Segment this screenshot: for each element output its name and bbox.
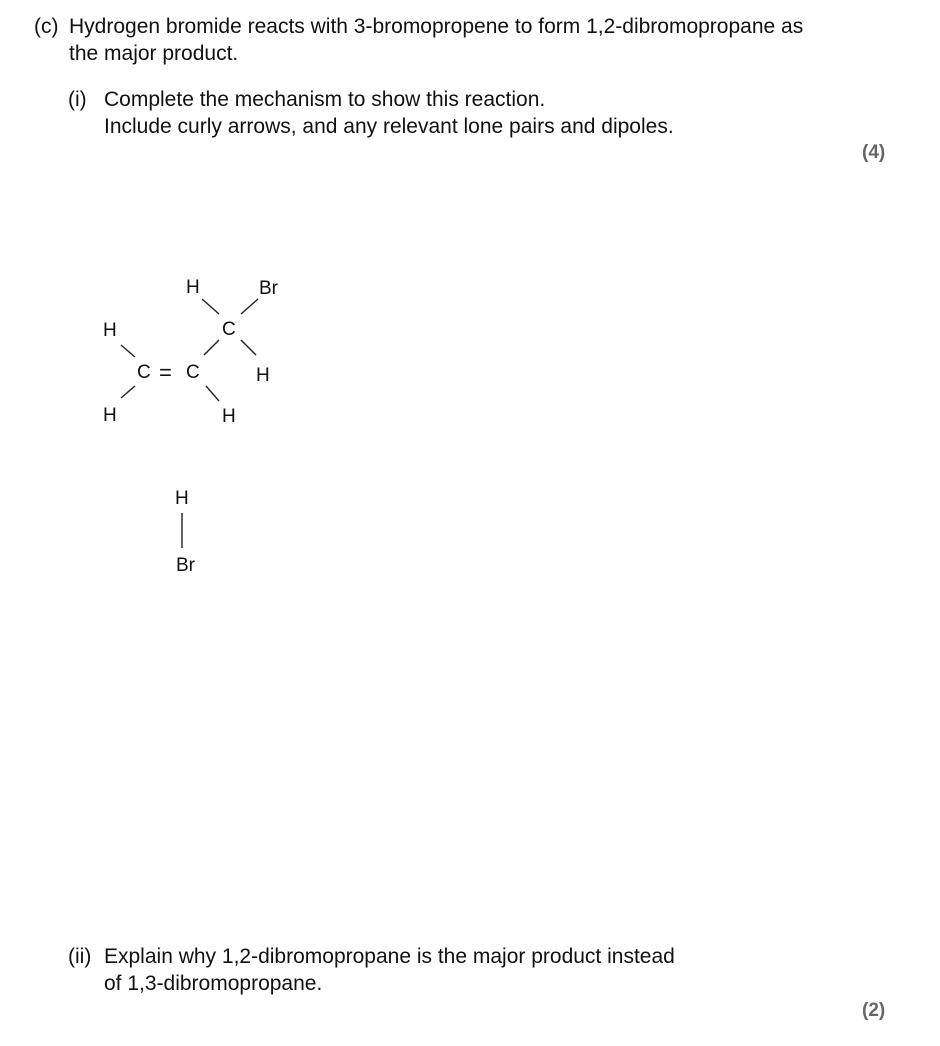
hbr-br: Br bbox=[176, 555, 195, 576]
part-i-line-1: Complete the mechanism to show this reaction. bbox=[104, 88, 546, 111]
bond-h-left-top-c1 bbox=[121, 345, 135, 357]
bond-c1-h-left-bottom bbox=[121, 386, 135, 398]
bond-c3-br bbox=[241, 299, 258, 314]
atom-h-left-top: H bbox=[103, 320, 117, 341]
bond-c2-h-c2 bbox=[206, 386, 219, 401]
part-c-line-2: the major product. bbox=[69, 42, 239, 65]
part-ii-line-1: Explain why 1,2-dibromopropane is the major product instead bbox=[104, 945, 675, 968]
bond-h-top-c3 bbox=[202, 299, 219, 314]
atom-c1: C bbox=[137, 362, 151, 383]
part-ii-label: (ii) bbox=[68, 945, 92, 968]
bond-c3-c2 bbox=[204, 340, 219, 355]
atom-h-right: H bbox=[256, 365, 270, 386]
bond-c3-h-right bbox=[241, 340, 256, 355]
atom-h-top: H bbox=[186, 277, 200, 298]
part-c-label: (c) bbox=[34, 15, 59, 38]
atom-c2: C bbox=[186, 362, 200, 383]
hbr-h: H bbox=[175, 488, 189, 509]
double-bond: = bbox=[159, 360, 172, 385]
part-i-line-2: Include curly arrows, and any relevant lone pairs and dipoles. bbox=[104, 115, 674, 138]
atom-c3: C bbox=[222, 319, 236, 340]
part-i-label: (i) bbox=[68, 88, 87, 111]
part-i-marks: (4) bbox=[862, 142, 886, 163]
part-ii-marks: (2) bbox=[862, 1000, 886, 1021]
atom-h-c2: H bbox=[222, 406, 236, 427]
atom-br-top: Br bbox=[259, 278, 278, 299]
atom-h-left-bottom: H bbox=[103, 405, 117, 426]
part-c-line-1: Hydrogen bromide reacts with 3-bromopropene to form 1,2-dibromopropane as bbox=[69, 15, 804, 38]
part-ii-line-2: of 1,3-dibromopropane. bbox=[104, 972, 323, 995]
